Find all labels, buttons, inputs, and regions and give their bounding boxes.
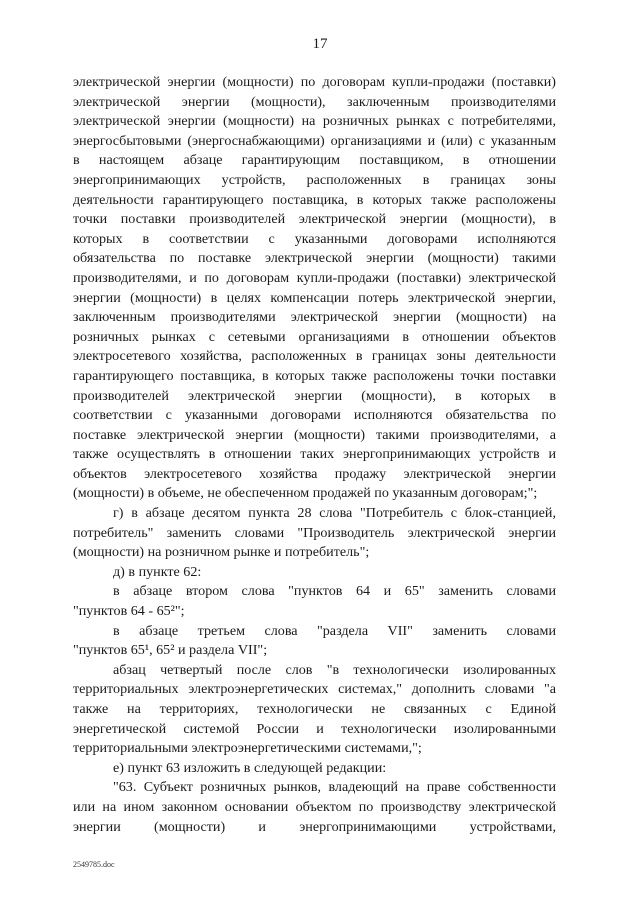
page-number: 17 [312, 36, 328, 52]
text-line: энергии (мощности) в целях компенсации потерь электрической энергии, [73, 289, 556, 306]
text-line: электрической энергии (мощности) по договорам купли-продажи (поставки) [73, 74, 556, 90]
document-body [73, 73, 556, 837]
footer-file-code: 2549785.doc [73, 860, 115, 869]
text-line: территориальных электроэнергетических системах," дополнить словами "а [73, 681, 556, 698]
text-line: объектов электросетевого хозяйства продажу электрической энергии [73, 465, 556, 482]
text-line: электрической энергии (мощности), заключенным производителями [73, 93, 556, 110]
text-line: розничных рынках с сетевыми организациями в отношении объектов [73, 328, 556, 345]
text-line: деятельности гарантирующего поставщика, в которых также расположены [73, 191, 556, 208]
text-line: в абзаце третьем слова "раздела VII" заменить словами [113, 622, 556, 639]
text-line: территориальными электроэнергетическими системами,"; [73, 740, 422, 757]
text-line: производителями, и по договорам купли-продажи (поставки) электрической [73, 269, 556, 286]
text-line: е) пункт 63 изложить в следующей редакции: [113, 759, 387, 776]
text-line: (мощности) в объеме, не обеспеченном продажей по указанным договорам;"; [73, 485, 538, 502]
text-line: энергопринимающих устройств, расположенных в границах зоны [73, 171, 556, 188]
text-line: также на территориях, технологически не связанных с Единой [73, 701, 556, 717]
text-line: обязательства по поставке электрической энергии (мощности) такими [73, 250, 556, 267]
text-line: "63. Субъект розничных рынков, владеющий на праве собственности [113, 779, 556, 796]
text-line: электросетевого хозяйства, расположенных в границах зоны деятельности [73, 348, 556, 365]
text-line: поставке электрической энергии (мощности) такими производителями, а [73, 426, 556, 443]
text-line: энергосбытовыми (энергоснабжающими) организациями и (или) с указанным [73, 132, 556, 149]
text-line: точки поставки производителей электрической энергии (мощности), в [73, 211, 556, 228]
text-line: заключенным производителями электрической энергии (мощности) на [73, 309, 556, 326]
text-line: д) в пункте 62: [113, 563, 202, 580]
text-line: абзац четвертый после слов "в технологически изолированных [113, 661, 556, 678]
text-line: г) в абзаце десятом пункта 28 слова "Потребитель с блок-станцией, [113, 505, 556, 522]
text-line: электрической энергии (мощности) на розничных рынках с потребителями, [73, 113, 556, 130]
text-line: гарантирующего поставщика, в которых также расположены точки поставки [73, 367, 556, 384]
text-line: в абзаце втором слова "пунктов 64 и 65" заменить словами [113, 583, 556, 600]
text-line: энергетической системой России и технологически изолированными [73, 720, 556, 737]
text-line: также осуществлять в отношении таких энергопринимающих устройств и [73, 446, 556, 463]
text-line: или на ином законном основании объектом по производству электрической [73, 798, 556, 815]
text-line: "пунктов 65¹, 65² и раздела VII"; [73, 642, 268, 659]
text-line: "пунктов 64 - 65²"; [73, 603, 185, 620]
text-line: (мощности) на розничном рынке и потребитель"; [73, 544, 370, 561]
text-line: энергии (мощности) и энергопринимающими устройствами, [73, 818, 556, 835]
text-line: соответствии с указанными договорами исполняются обязательства по [73, 407, 556, 424]
text-line: производителей электрической энергии (мощности), в которых в [73, 387, 556, 404]
text-line: потребитель" заменить словами "Производитель электрической энергии [73, 524, 556, 541]
text-line: в настоящем абзаце гарантирующим поставщиком, в отношении [73, 152, 556, 169]
text-line: которых в соответствии с указанными договорами исполняются [73, 230, 556, 247]
